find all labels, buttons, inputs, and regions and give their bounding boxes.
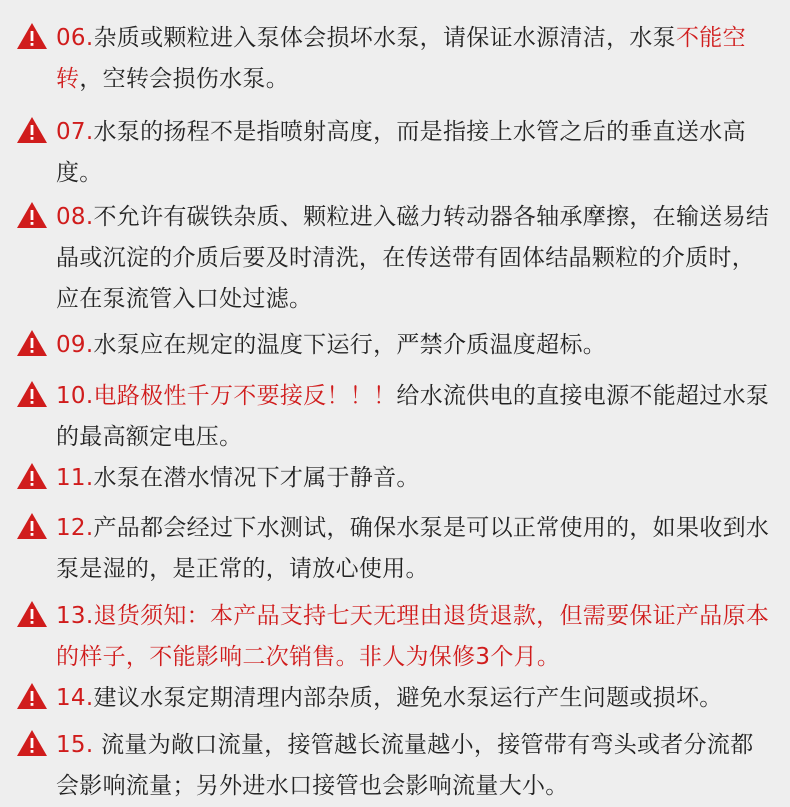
- notice-item-13: [16, 596, 776, 678]
- notice-text: 13.退货须知：本产品支持七天无理由退货退款，但需要保证产品原本的样子，不能影响二次销售。非人为保修3个月。: [56, 603, 770, 670]
- notice-item-11: [16, 458, 776, 499]
- notice-text: 14.建议水泵定期清理内部杂质，避免水泵运行产生问题或损坏。: [56, 685, 723, 711]
- notice-text: 15. 流量为敞口流量，接管越长流量越小，接管带有弯头或者分流都会影响流量；另外进水口接管也会影响流量大小。: [56, 732, 754, 799]
- warning-triangle-icon: [16, 116, 48, 144]
- warning-triangle-icon: [16, 380, 48, 408]
- warning-triangle-icon: [16, 729, 48, 757]
- notice-item-15: [16, 725, 776, 807]
- notice-item-09: [16, 325, 776, 366]
- warning-triangle-icon: [16, 201, 48, 229]
- notice-text: 08.不允许有碳铁杂质、颗粒进入磁力转动器各轴承摩擦，在输送易结晶或沉淀的介质后要及时清洗，在传送带有固体结晶颗粒的介质时，应在泵流管入口处过滤。: [56, 204, 770, 312]
- warning-triangle-icon: [16, 512, 48, 540]
- notice-item-07: [16, 112, 776, 194]
- warning-triangle-icon: [16, 329, 48, 357]
- warning-triangle-icon: [16, 22, 48, 50]
- warning-triangle-icon: [16, 682, 48, 710]
- notice-text: 07.水泵的扬程不是指喷射高度，而是指接上水管之后的垂直送水高度。: [56, 119, 746, 186]
- notice-item-06: [16, 18, 776, 100]
- notice-item-10: [16, 376, 776, 458]
- notice-text: 06.杂质或颗粒进入泵体会损坏水泵，请保证水源清洁，水泵不能空转，空转会损伤水泵。: [56, 25, 746, 92]
- notice-text: 10.电路极性千万不要接反！！！给水流供电的直接电源不能超过水泵的最高额定电压。: [56, 383, 770, 450]
- notice-item-08: [16, 197, 776, 320]
- notice-item-12: [16, 508, 776, 590]
- warning-triangle-icon: [16, 600, 48, 628]
- notice-text: 11.水泵在潜水情况下才属于静音。: [56, 465, 420, 491]
- notice-text: 12.产品都会经过下水测试，确保水泵是可以正常使用的，如果收到水泵是湿的，是正常的，请放心使用。: [56, 515, 770, 582]
- notice-item-14: [16, 678, 776, 719]
- notice-text: 09.水泵应在规定的温度下运行，严禁介质温度超标。: [56, 332, 607, 358]
- warning-triangle-icon: [16, 462, 48, 490]
